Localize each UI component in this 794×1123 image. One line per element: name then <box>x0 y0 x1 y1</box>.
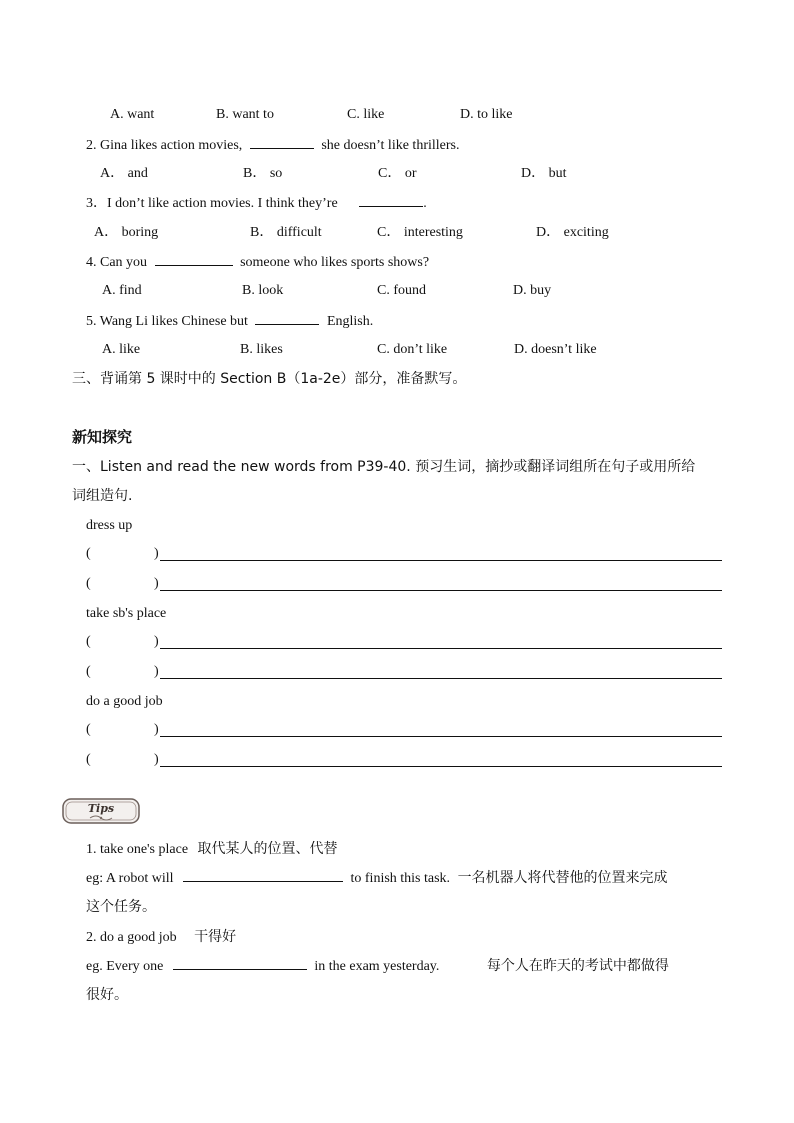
answer-line[interactable] <box>86 752 722 770</box>
open-paren: ( <box>86 634 91 649</box>
q3-option-a: A． boring <box>94 225 159 240</box>
tip-1-example-prefix: eg: A robot will <box>86 871 174 886</box>
q2-option-d: D． but <box>521 166 567 181</box>
question-5 <box>86 312 373 331</box>
close-paren: ) <box>154 664 159 679</box>
task-1-instruction-cont: 词组造句. <box>72 488 133 504</box>
answer-line[interactable] <box>86 722 722 740</box>
tip-2-example-cn-cont: 很好。 <box>86 987 128 1003</box>
q5-option-a: A. like <box>102 342 141 357</box>
tip-1-title <box>86 840 338 859</box>
phrase-dress-up: dress up <box>86 518 133 533</box>
q4-option-b: B. look <box>242 283 284 298</box>
tip-2-title <box>86 928 236 947</box>
q1-option-c: C. like <box>347 107 385 122</box>
tips-badge <box>62 797 140 825</box>
q2-option-a: A． and <box>100 166 148 181</box>
q1-option-a: A. want <box>110 107 155 122</box>
q4-option-d: D. buy <box>513 283 552 298</box>
q5-option-d: D. doesn’t like <box>514 342 597 357</box>
question-3-blank[interactable] <box>359 194 423 207</box>
tip-1-example-cn-cont: 这个任务。 <box>86 899 156 915</box>
open-paren: ( <box>86 546 91 561</box>
q2-option-b: B． so <box>243 166 283 181</box>
open-paren: ( <box>86 752 91 767</box>
writing-rule <box>160 678 722 679</box>
q4-option-c: C. found <box>377 283 426 298</box>
question-2-blank[interactable] <box>250 136 314 149</box>
close-paren: ) <box>154 752 159 767</box>
writing-rule <box>160 590 722 591</box>
answer-line[interactable] <box>86 634 722 652</box>
question-2 <box>86 136 459 155</box>
writing-rule <box>160 736 722 737</box>
phrase-take-sbs-place: take sb's place <box>86 606 167 621</box>
question-5-suffix: English. <box>326 314 374 329</box>
q1-option-d: D. to like <box>460 107 513 122</box>
section-3-instruction: 三、背诵第 5 课时中的 Section B（1a-2e）部分，准备默写。 <box>72 371 467 387</box>
question-4-prefix: 4. Can you <box>86 255 148 270</box>
close-paren: ) <box>154 722 159 737</box>
tip-1-example-suffix: to finish this task. <box>350 871 451 886</box>
close-paren: ) <box>154 576 159 591</box>
tip-1-example-cn: 一名机器人将代替他的位置来完成 <box>457 870 668 886</box>
answer-line[interactable] <box>86 546 722 564</box>
phrase-do-a-good-job: do a good job <box>86 694 163 709</box>
task-1-instruction: 一、Listen and read the new words from P39-40. 预习生词，摘抄或翻译词组所在句子或用所给 <box>72 459 696 475</box>
new-knowledge-heading: 新知探究 <box>72 428 133 446</box>
writing-rule <box>160 648 722 649</box>
tip-1-example <box>86 869 668 888</box>
writing-rule <box>160 560 722 561</box>
tip-2-title-en: 2. do a good job <box>86 930 177 945</box>
tip-2-example <box>86 957 669 976</box>
question-3 <box>86 194 427 213</box>
q5-option-c: C. don’t like <box>377 342 448 357</box>
question-4-suffix: someone who likes sports shows? <box>240 255 430 270</box>
close-paren: ) <box>154 546 159 561</box>
q5-option-b: B. likes <box>240 342 283 357</box>
question-3-suffix: . <box>423 196 427 211</box>
tip-2-example-cn: 每个人在昨天的考试中都做得 <box>486 958 669 974</box>
tip-2-example-prefix: eg. Every one <box>86 959 164 974</box>
q3-option-b: B． difficult <box>250 225 322 240</box>
answer-line[interactable] <box>86 664 722 682</box>
tips-label: Tips <box>87 802 115 815</box>
open-paren: ( <box>86 664 91 679</box>
question-4-blank[interactable] <box>155 253 233 266</box>
question-2-prefix: 2. Gina likes action movies, <box>86 138 243 153</box>
q4-option-a: A. find <box>102 283 142 298</box>
question-5-blank[interactable] <box>255 312 319 325</box>
question-2-suffix: she doesn’t like thrillers. <box>321 138 460 153</box>
tip-1-example-blank[interactable] <box>183 869 343 882</box>
question-3-prefix: 3．I don’t like action movies. I think they’re <box>86 196 338 211</box>
open-paren: ( <box>86 722 91 737</box>
close-paren: ) <box>154 634 159 649</box>
q1-option-b: B. want to <box>216 107 274 122</box>
tip-1-title-cn: 取代某人的位置、代替 <box>197 841 338 857</box>
tip-2-example-suffix: in the exam yesterday. <box>314 959 440 974</box>
q3-option-c: C． interesting <box>377 225 463 240</box>
tip-1-title-en: 1. take one's place <box>86 842 189 857</box>
open-paren: ( <box>86 576 91 591</box>
answer-line[interactable] <box>86 576 722 594</box>
tip-2-example-blank[interactable] <box>173 957 307 970</box>
writing-rule <box>160 766 722 767</box>
q2-option-c: C． or <box>378 166 417 181</box>
question-5-prefix: 5. Wang Li likes Chinese but <box>86 314 248 329</box>
tip-2-title-cn: 干得好 <box>194 929 237 945</box>
q3-option-d: D． exciting <box>536 225 609 240</box>
question-4 <box>86 253 429 272</box>
